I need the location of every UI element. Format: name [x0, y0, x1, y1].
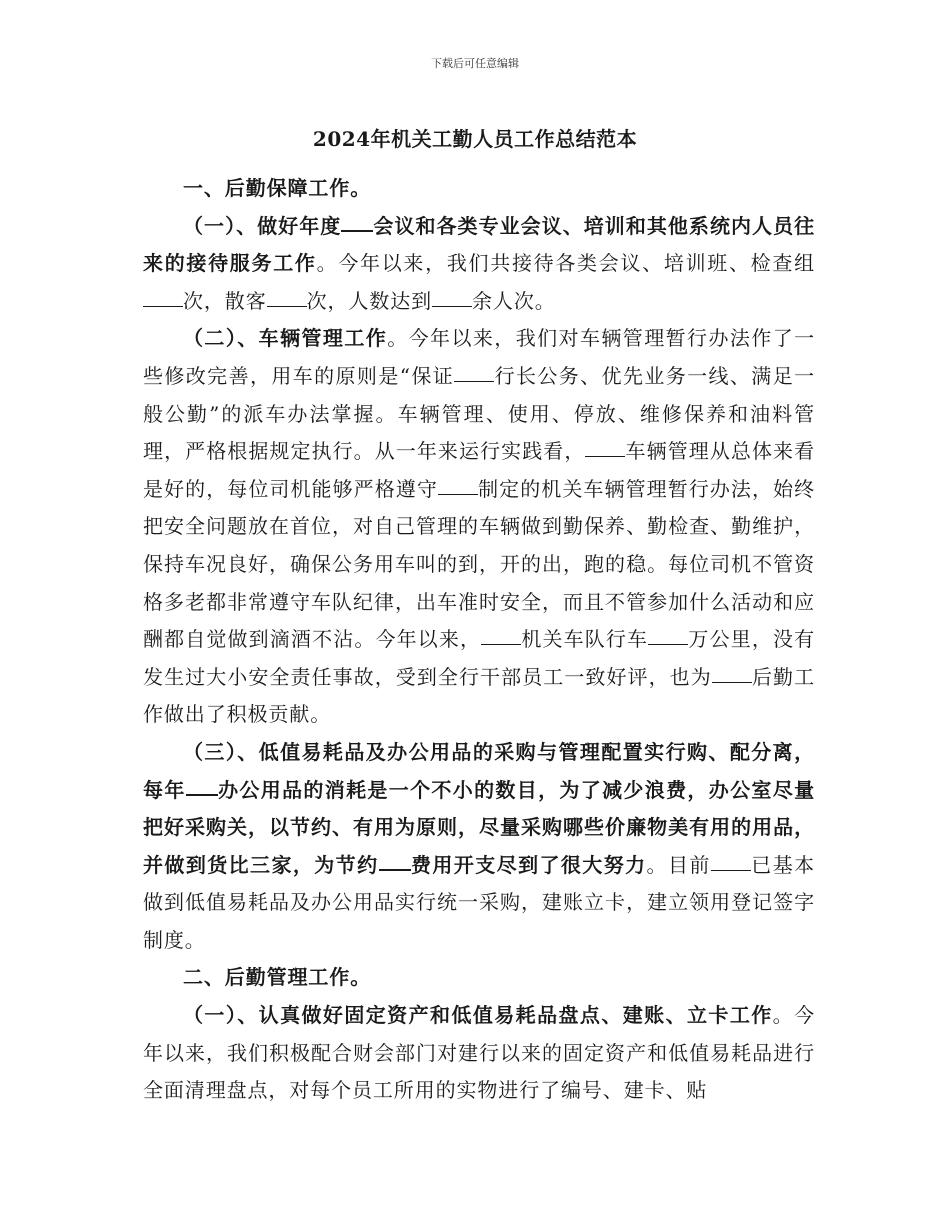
paragraph-supplies	[143, 734, 815, 960]
paragraph-assets	[143, 997, 815, 1110]
paragraph-lead: （一）、做好年度	[183, 213, 342, 238]
fill-blank	[432, 305, 472, 307]
paragraph-text: 车辆管理从总体来看是好的，每位司机能够严格遵守	[143, 439, 815, 501]
paragraph-vehicles	[143, 320, 815, 734]
fill-blank	[712, 681, 752, 683]
fill-blank	[143, 305, 183, 307]
fill-blank	[711, 869, 751, 871]
paragraph-text: 已基本做到低值易耗品及办公用品实行统一采购，建账立卡，建立领用登记签字制度。	[143, 852, 816, 952]
paragraph-text: 余人次。	[472, 288, 556, 313]
section-heading-1: 一、后勤保障工作。	[183, 176, 372, 200]
paragraph-text: 次，人数达到	[306, 288, 433, 313]
document-title: 2024年机关工勤人员工作总结范本	[312, 127, 638, 151]
fill-blank	[648, 643, 688, 645]
paragraph-lead: 费用开支尽到了很大努力	[410, 852, 647, 877]
fill-blank	[438, 493, 478, 495]
paragraph-lead: （一）、认真做好固定资产和低值易耗品盘点、建账、立卡工作	[183, 1003, 773, 1028]
paragraph-lead: 办公用品的消耗是一个不小的数目，为了减少浪费，办公室尽量把好采购关，以节约、有用为原则，尽量采购哪些价廉物美有用的用品，并做到货比三家，为节约	[143, 777, 815, 877]
paragraph-text: 后勤工作做出了积极贡献。	[143, 664, 815, 727]
paragraph-text: 次，散客	[183, 288, 267, 313]
fill-blank	[379, 868, 411, 871]
paragraph-text: 。今年以来，我们对车辆管理暂行办法作了一些修改完善，用车的原则是“保证	[143, 326, 816, 388]
paragraph-reception	[143, 208, 815, 321]
document-body	[143, 170, 815, 1110]
paragraph-lead: （二）、车辆管理工作	[183, 326, 388, 351]
paragraph-lead: （三）、低值易耗品及办公用品的采购与管理配置实行购、配分离，每年	[143, 739, 815, 802]
paragraph-lead: 会议和各类专业会议、培训和其他系统内人员往来的接待服务工作	[143, 213, 815, 276]
fill-blank	[454, 380, 494, 382]
section-heading-2: 二、后勤管理工作。	[183, 965, 372, 990]
paragraph-text: 。目前	[646, 852, 711, 877]
paragraph-text: 。今年以来，我们共接待各类会议、培训班、检查组	[316, 251, 815, 276]
paragraph-text: 机关车队行车	[521, 627, 649, 652]
fill-blank	[481, 643, 521, 645]
fill-blank	[267, 305, 307, 307]
fill-blank	[186, 793, 218, 796]
paragraph-text: 万公里，没有发生过大小安全责任事故，受到全行干部员工一致好评，也为	[143, 627, 816, 689]
paragraph-text: 制定的机关车辆管理暂行办法，始终把安全问题放在首位，对自己管理的车辆做到勤保养、勤检查、勤维护，保持车况良好，确保公务用车叫的到，开的出，跑的稳。每位司机不管资格多老都非常遵守车队纪律，出车准时安全，而且不管参加什么活动和应酬都自觉做到滴酒不沾。今年以来，	[143, 476, 815, 652]
paragraph-text: 行长公务、优先业务一线、满足一般公勤”的派车办法掌握。车辆管理、使用、停放、维修保养和油料管理，严格根据规定执行。从一年来运行实践看，	[143, 363, 815, 464]
fill-blank	[585, 455, 625, 457]
header-note: 下载后可任意编辑	[431, 57, 519, 70]
fill-blank	[341, 229, 373, 232]
paragraph-text: 。今年以来，我们积极配合财会部门对建行以来的固定资产和低值易耗品进行全面清理盘点，对每个员工所用的实物进行了编号、建卡、贴	[143, 1003, 815, 1103]
